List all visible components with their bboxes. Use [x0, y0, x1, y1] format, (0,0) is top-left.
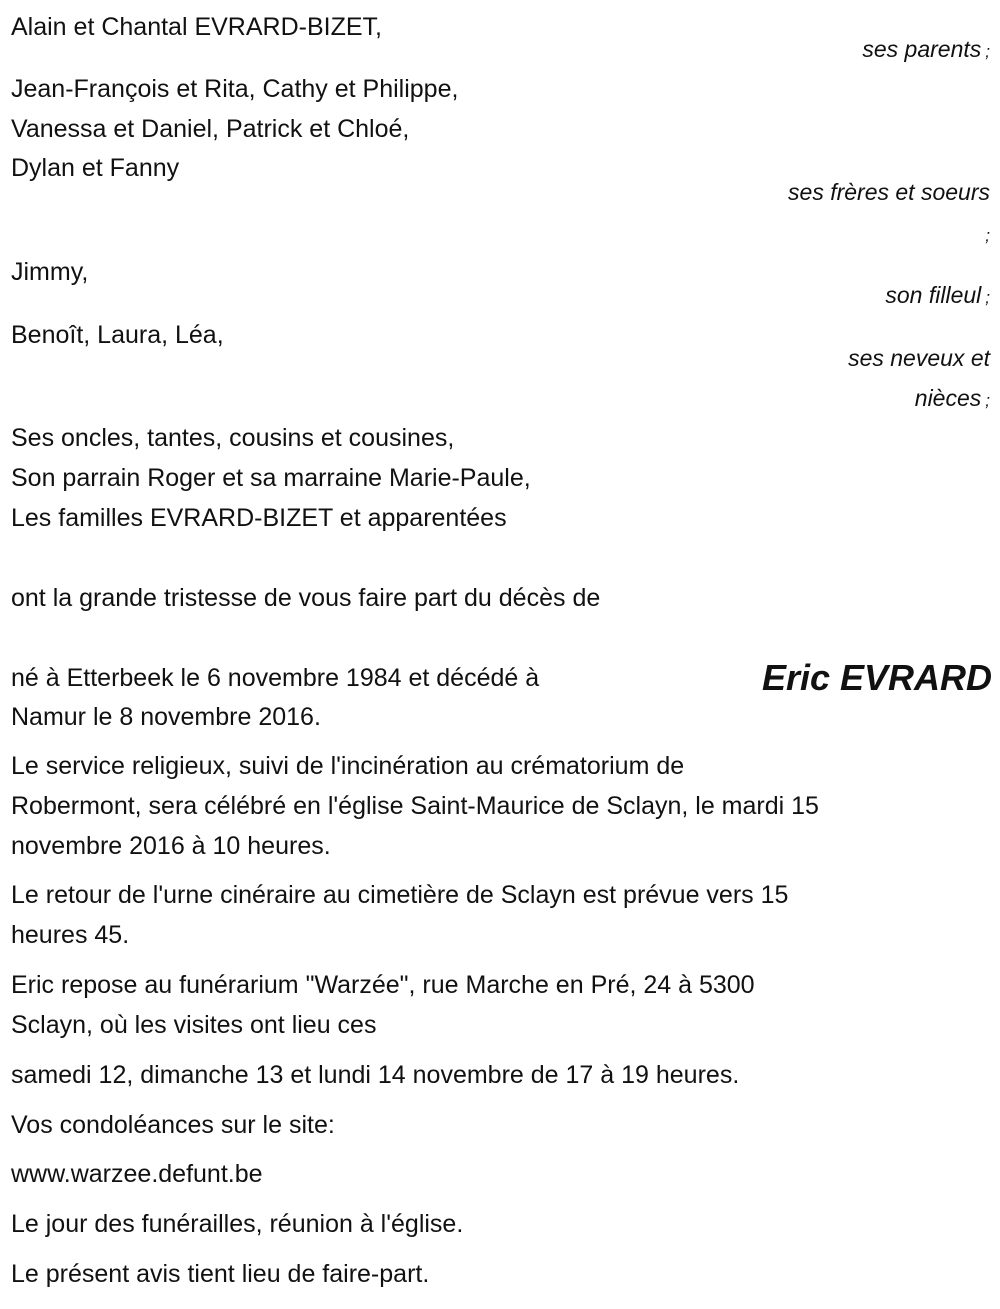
birth-death-line: né à Etterbeek le 6 novembre 1984 et décédé à: [11, 664, 540, 692]
service-line: Robermont, sera célébré en l'église Saint-Maurice de Sclayn, le mardi 15: [11, 792, 819, 820]
website-link[interactable]: www.warzee.defunt.be: [11, 1160, 263, 1188]
other-family-line: Les familles EVRARD-BIZET et apparentées: [11, 504, 507, 532]
parents-names: Alain et Chantal EVRARD-BIZET,: [11, 13, 382, 41]
semicolon: ;: [985, 42, 990, 61]
other-family-line: Son parrain Roger et sa marraine Marie-Paule,: [11, 464, 531, 492]
urn-line: Le retour de l'urne cinéraire au cimetière de Sclayn est prévue vers 15: [11, 881, 789, 909]
birth-death-line: Namur le 8 novembre 2016.: [11, 703, 321, 731]
announcement: ont la grande tristesse de vous faire part du décès de: [11, 584, 601, 612]
funeral-home-line: Sclayn, où les visites ont lieu ces: [11, 1011, 377, 1039]
role-text: son filleul: [885, 282, 982, 308]
other-family-line: Ses oncles, tantes, cousins et cousines,: [11, 424, 455, 452]
semicolon: ;: [985, 391, 990, 410]
siblings-role: ses frères et soeurs: [788, 179, 990, 205]
godson-role: [885, 275, 990, 315]
urn-line: heures 45.: [11, 921, 130, 949]
notice: Le présent avis tient lieu de faire-part.: [11, 1260, 430, 1288]
funeral-home-line: Eric repose au funérarium "Warzée", rue Marche en Pré, 24 à 5300: [11, 971, 755, 999]
nephews-names: Benoît, Laura, Léa,: [11, 321, 224, 349]
siblings-line: Vanessa et Daniel, Patrick et Chloé,: [11, 115, 410, 143]
role-text: nièces: [914, 385, 982, 411]
semicolon: ;: [985, 226, 990, 245]
siblings-role-semicolon: [981, 213, 990, 253]
nephews-role-2: [915, 378, 990, 418]
service-line: novembre 2016 à 10 heures.: [11, 832, 331, 860]
condolences-label: Vos condoléances sur le site:: [11, 1111, 335, 1139]
nephews-role: ses neveux et: [848, 345, 990, 371]
deceased-name: Eric EVRARD: [761, 657, 992, 698]
parents-role: [862, 29, 990, 69]
semicolon: ;: [985, 288, 990, 307]
siblings-line: Jean-François et Rita, Cathy et Philippe,: [11, 75, 459, 103]
godson-name: Jimmy,: [11, 258, 89, 286]
role-text: ses parents: [862, 36, 982, 62]
service-line: Le service religieux, suivi de l'incinération au crématorium de: [11, 752, 685, 780]
meeting-info: Le jour des funérailles, réunion à l'église.: [11, 1210, 464, 1238]
siblings-line: Dylan et Fanny: [11, 154, 180, 182]
visits: samedi 12, dimanche 13 et lundi 14 novembre de 17 à 19 heures.: [11, 1061, 740, 1089]
